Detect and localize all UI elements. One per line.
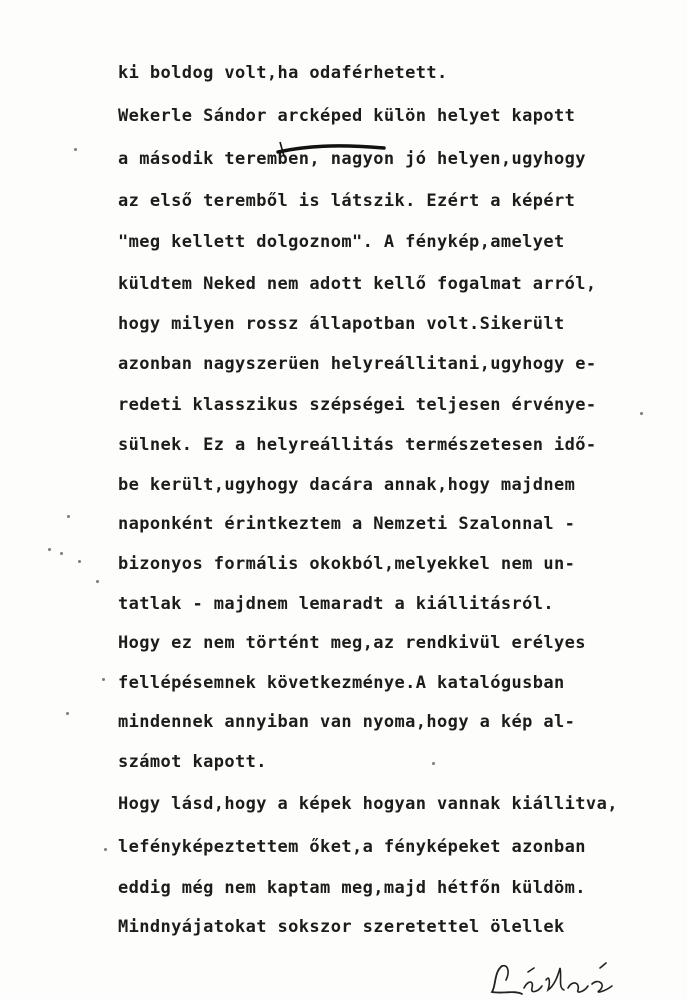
letter-line-17: mindennek annyiban van nyoma,hogy a kép al- [118,712,576,732]
signature [488,958,628,1000]
letter-line-11: be került,ugyhogy dacára annak,hogy majdnem [118,475,576,495]
ink-speck [432,762,435,765]
letter-line-14: tatlak - majdnem lemaradt a kiállitásról. [118,594,555,614]
letter-line-19: Hogy lásd,hogy a képek hogyan vannak kiállitva, [118,794,618,814]
letter-line-20: lefényképeztettem őket,a fényképeket azonban [118,837,586,857]
ink-speck [48,548,51,551]
ink-speck [74,148,77,151]
handwritten-strike-mark [276,138,386,166]
letter-line-13: bizonyos formális okokból,melyekkel nem un- [118,554,576,574]
letter-line-8: azonban nagyszerüen helyreállitani,ugyhogy e- [118,354,597,374]
letter-line-6: küldtem Neked nem adott kellő fogalmat arról, [118,274,597,294]
ink-speck [66,712,69,715]
letter-line-5: "meg kellett dolgoznom". A fénykép,amelyet [118,232,565,252]
ink-speck [104,848,107,851]
letter-line-22: Mindnyájatokat sokszor szeretettel ölellek [118,917,565,937]
ink-speck [67,515,70,518]
letter-line-10: sülnek. Ez a helyreállitás természetesen idő- [118,435,597,455]
ink-speck [640,412,643,415]
letter-line-1: ki boldog volt,ha odaférhetett. [118,63,448,83]
letter-line-2: Wekerle Sándor arcképed külön helyet kapott [118,106,576,126]
letter-line-18: számot kapott. [118,752,267,772]
ink-speck [96,580,99,583]
ink-speck [60,552,63,555]
letter-line-7: hogy milyen rossz állapotban volt.Sikerült [118,314,565,334]
letter-line-15: Hogy ez nem történt meg,az rendkivül erélyes [118,633,586,653]
ink-speck [78,560,81,563]
letter-line-12: naponként érintkeztem a Nemzeti Szalonnal - [118,514,576,534]
letter-line-21: eddig még nem kaptam meg,majd hétfőn küldöm. [118,878,586,898]
letter-line-16: fellépésemnek következménye.A katalógusban [118,673,565,693]
ink-speck [102,678,105,681]
letter-line-4: az első teremből is látszik. Ezért a képért [118,191,576,211]
letter-line-9: redeti klasszikus szépségei teljesen érvénye- [118,395,597,415]
letter-line-3: a második teremben, nagyon jó helyen,ugyhogy [118,149,586,169]
